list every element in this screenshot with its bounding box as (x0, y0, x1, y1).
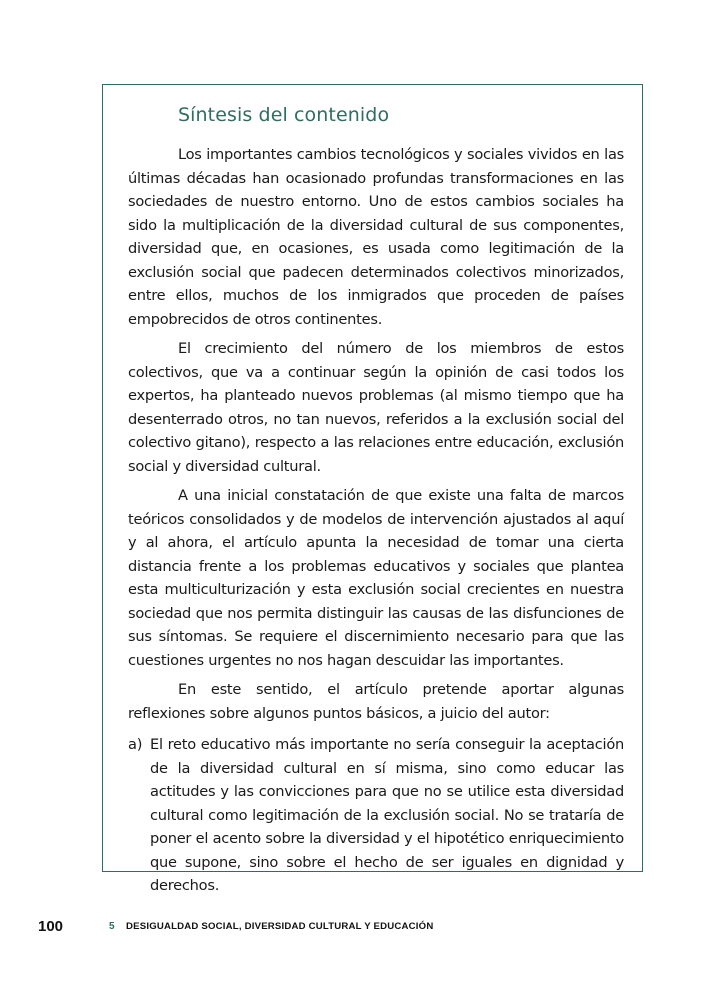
page-number: 100 (38, 918, 64, 935)
running-head: DESIGUALDAD SOCIAL, DIVERSIDAD CULTURAL Y EDUCACIÓN (126, 921, 434, 932)
list-item-label: a) (128, 736, 143, 753)
list-item (128, 733, 624, 898)
page-footer (0, 918, 728, 938)
paragraph-3: A una inicial constatación de que existe una falta de marcos teóricos consolidados y de modelos de intervención ajustados al aquí y al ahora, el artículo apunta la necesidad de tomar una cierta distancia frente a los problemas educativos y sociales que plantea esta multiculturización y esta exclusión social crecientes en nuestra sociedad que nos permita distinguir las causas de las disfunciones de sus síntomas. Se requiere el discernimiento necesario para que las cuestiones urgentes no nos hagan descuidar las importantes. (128, 487, 624, 669)
paragraph-4: En este sentido, el artículo pretende aportar algunas reflexiones sobre algunos puntos básicos, a juicio del autor: (128, 681, 624, 722)
summary-content (128, 143, 624, 898)
chapter-number: 5 (109, 921, 115, 932)
summary-title: Síntesis del contenido (178, 104, 390, 126)
paragraph-1: Los importantes cambios tecnológicos y sociales vividos en las últimas décadas han ocasionado profundas transformaciones en las sociedades de nuestro entorno. Uno de estos cambios sociales ha sido la multiplicación de la diversidad cultural de sus componentes, diversidad que, en ocasiones, es usada como legitimación de la exclusión social que padecen determinados colectivos minorizados, entre ellos, muchos de los inmigrados que proceden de países empobrecidos de otros continentes. (128, 146, 624, 328)
list-item-text: El reto educativo más importante no sería conseguir la aceptación de la diversidad cultural en sí misma, sino como educar las actitudes y las convicciones para que no se utilice esta diversidad cultural como legitimación de la exclusión social. No se trataría de poner el acento sobre la diversidad y el hipotético enriquecimiento que supone, sino sobre el hecho de ser iguales en dignidad y derechos. (150, 736, 624, 894)
paragraph-2: El crecimiento del número de los miembros de estos colectivos, que va a continuar según la opinión de casi todos los expertos, ha planteado nuevos problemas (al mismo tiempo que ha desenterrado otros, no tan nuevos, referidos a la exclusión social del colectivo gitano), respecto a las relaciones entre educación, exclusión social y diversidad cultural. (128, 340, 624, 475)
